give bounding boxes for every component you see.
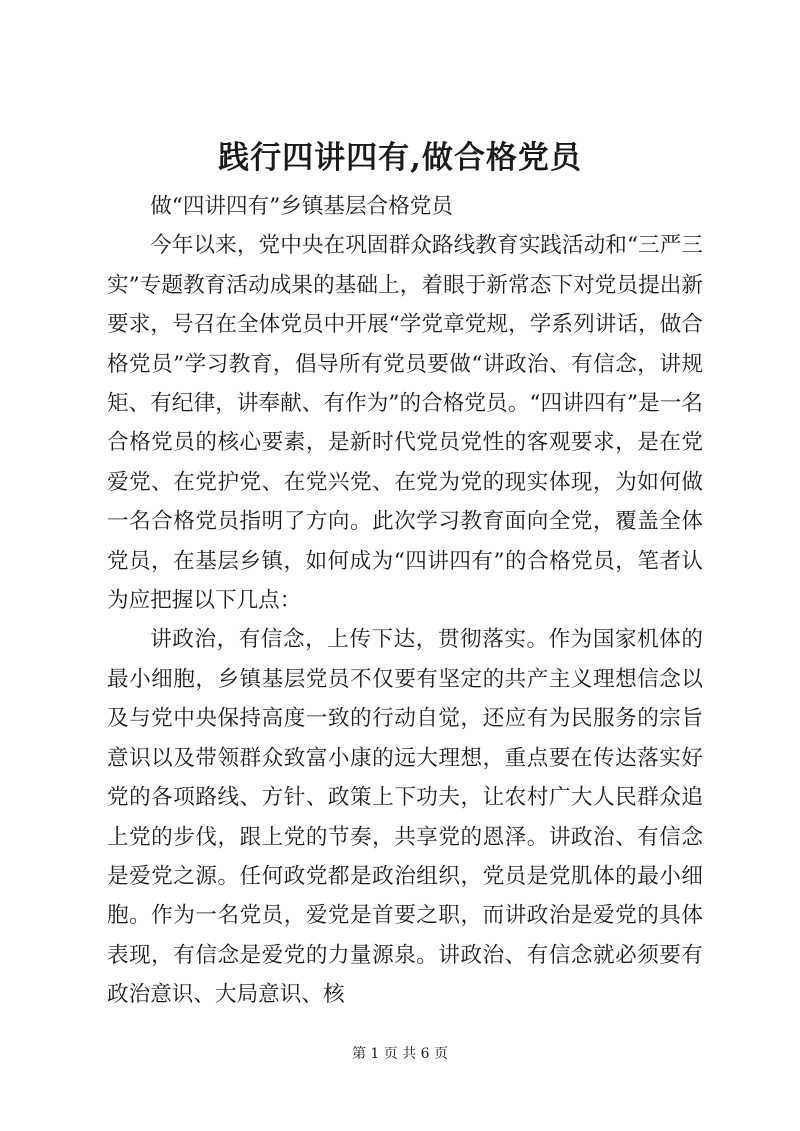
page-footer: 第 1 页 共 6 页: [351, 1046, 449, 1062]
document-title: 践行四讲四有,做合格党员: [218, 140, 582, 176]
document-body: [107, 187, 703, 1015]
paragraph: 今年以来，党中央在巩固群众路线教育实践活动和“三严三实”专题教育活动成果的基础上，着眼于新常态下对党员提出新要求，号召在全体党员中开展“学党章党规，学系列讲话，做合格党员”学习教育，倡导所有党员要做“讲政治、有信念，讲规矩、有纪律，讲奉献、有作为”的合格党员。“四讲四有”是一名合格党员的核心要素，是新时代党员党性的客观要求，是在党爱党、在党护党、在党兴党、在党为党的现实体现，为如何做一名合格党员指明了方向。此次学习教育面向全党，覆盖全体党员，在基层乡镇，如何成为“四讲四有”的合格党员，笔者认为应把握以下几点：: [107, 233, 703, 614]
document-subtitle: 做“四讲四有”乡镇基层合格党员: [150, 194, 453, 219]
paragraph: 讲政治，有信念，上传下达，贯彻落实。作为国家机体的最小细胞，乡镇基层党员不仅要有坚定的共产主义理想信念以及与党中央保持高度一致的行动自觉，还应有为民服务的宗旨意识以及带领群众致富小康的远大理想，重点要在传达落实好党的各项路线、方针、政策上下功夫，让农村广大人民群众追上党的步伐，跟上党的节奏，共享党的恩泽。讲政治、有信念是爱党之源。任何政党都是政治组织，党员是党肌体的最小细胞。作为一名党员，爱党是首要之职，而讲政治是爱党的具体表现，有信念是爱党的力量源泉。讲政治、有信念就必须要有政治意识、大局意识、核: [107, 627, 703, 1008]
